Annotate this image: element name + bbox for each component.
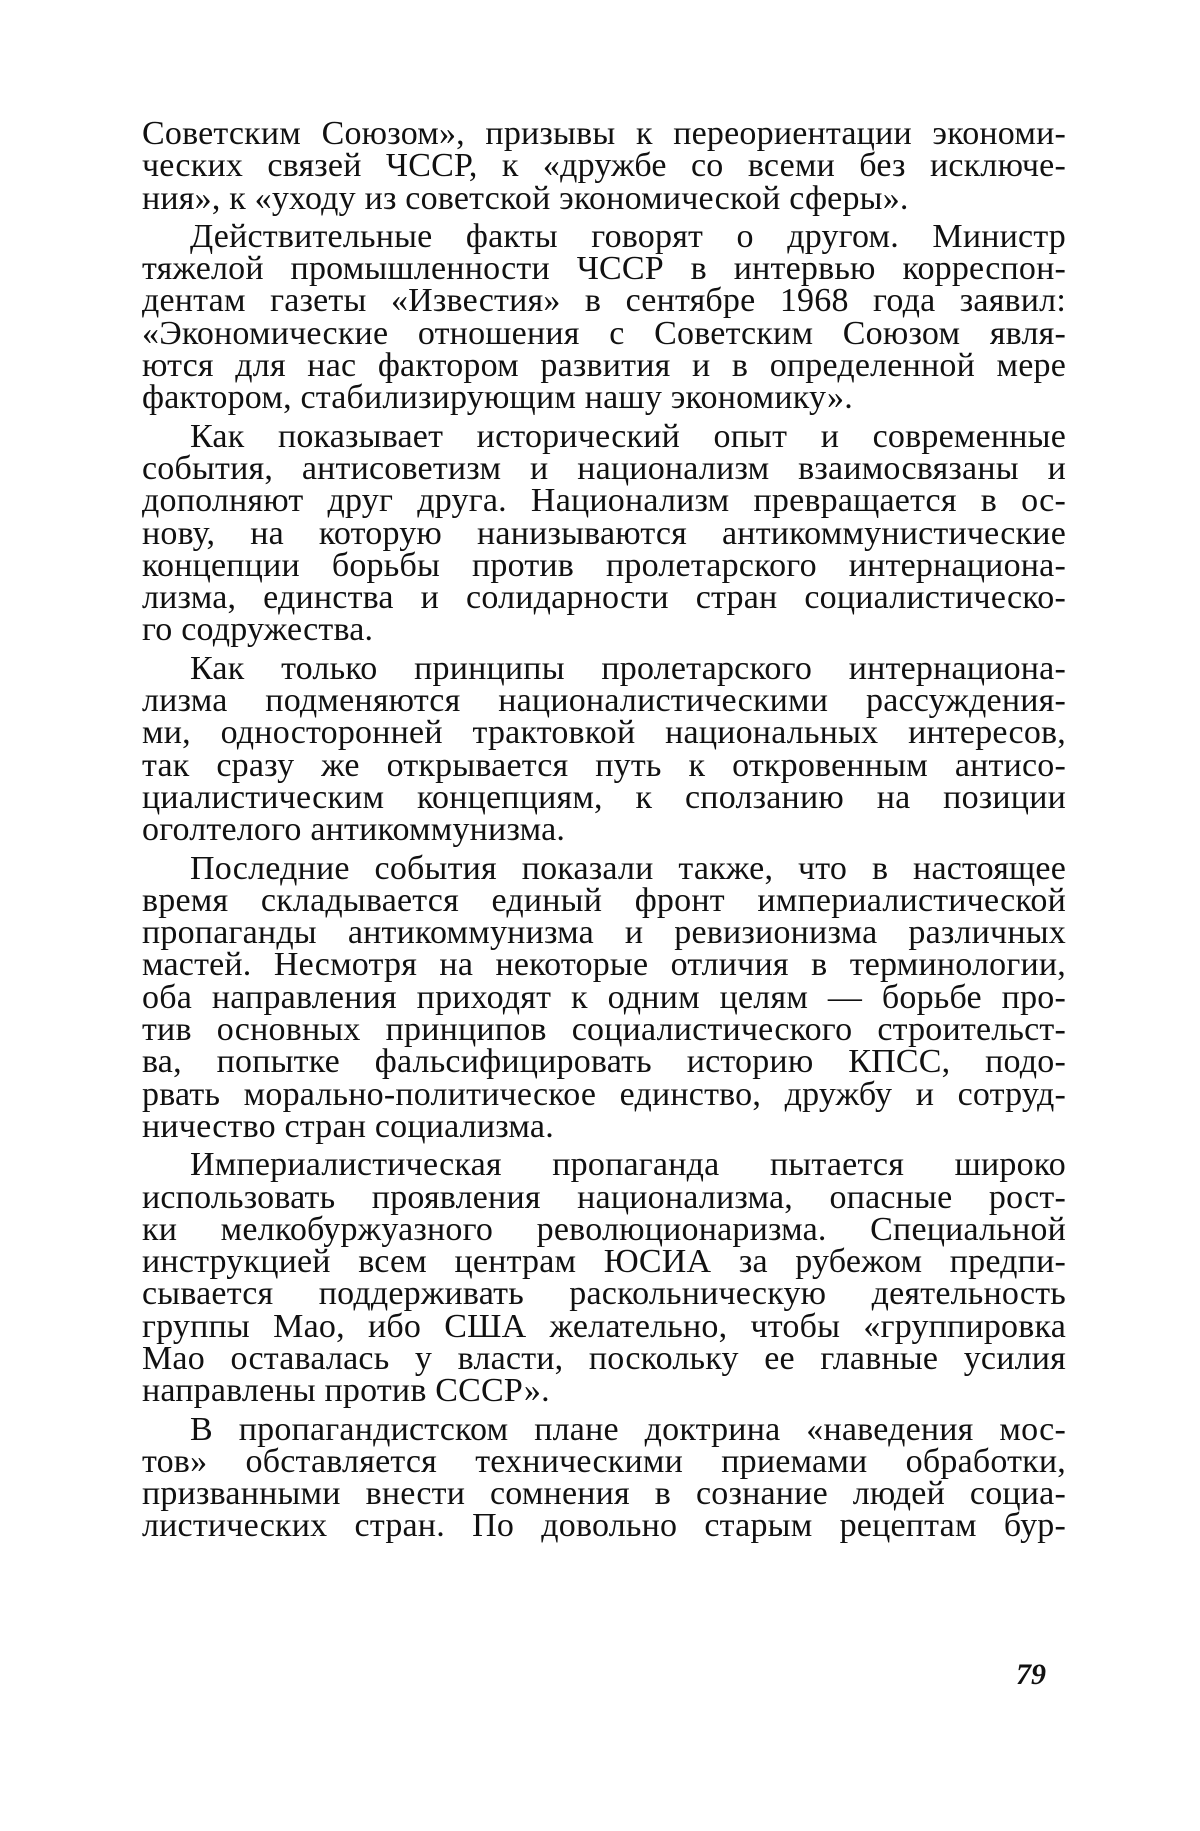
paragraph-7 bbox=[142, 1410, 1066, 1545]
text-line: события, антисоветизм и национализм взаимосвязаны и bbox=[142, 449, 1066, 487]
text-line: го содружества. bbox=[142, 611, 374, 649]
paragraph-4 bbox=[142, 649, 1066, 849]
paragraph-3 bbox=[142, 417, 1066, 649]
text-line: оба направления приходят к одним целям — борьбе про- bbox=[142, 978, 1066, 1016]
text-line: пропаганды антикоммунизма и ревизионизма различных bbox=[142, 914, 1066, 952]
text-line: ми, односторонней трактовкой национальных интересов, bbox=[142, 714, 1066, 752]
text-line: ки мелкобуржуазного революционаризма. Специальной bbox=[142, 1210, 1066, 1248]
text-line: листических стран. По довольно старым рецептам бур- bbox=[142, 1507, 1066, 1545]
text-line: инструкцией всем центрам ЮСИА за рубежом предпи- bbox=[142, 1243, 1066, 1281]
text-line: призванными внести сомнения в сознание людей социа- bbox=[142, 1475, 1066, 1513]
text-line: сывается поддерживать раскольническую деятельность bbox=[142, 1275, 1066, 1313]
text-line: Действительные факты говорят о другом. Министр bbox=[190, 217, 1066, 255]
page-number: 79 bbox=[1016, 1658, 1046, 1691]
text-line: оголтелого антикоммунизма. bbox=[142, 811, 566, 849]
text-line: мастей. Несмотря на некоторые отличия в терминологии, bbox=[142, 946, 1066, 984]
text-line: ческих связей ЧССР, к «дружбе со всеми без исключе- bbox=[142, 147, 1066, 185]
paragraph-6 bbox=[142, 1146, 1066, 1410]
text-line: «Экономические отношения с Советским Союзом явля- bbox=[142, 314, 1066, 352]
text-line: рвать морально-политическое единство, дружбу и сотруд- bbox=[142, 1075, 1066, 1113]
text-line: Мао оставалась у власти, поскольку ее главные усилия bbox=[142, 1339, 1066, 1377]
text-line: Советским Союзом», призывы к переориентации экономи- bbox=[142, 115, 1066, 152]
text-line: тов» обставляется техническими приемами обработки, bbox=[142, 1442, 1066, 1480]
text-line: ва, попытке фальсифицировать историю КПСС, подо- bbox=[142, 1043, 1066, 1081]
text-line: так сразу же открывается путь к откровенным антисо- bbox=[142, 746, 1066, 784]
text-line: ния», к «уходу из советской экономической сферы». bbox=[142, 179, 909, 217]
text-line: направлены против СССР». bbox=[142, 1372, 550, 1410]
text-line: Империалистическая пропаганда пытается широко bbox=[190, 1146, 1066, 1184]
text-line: фактором, стабилизирующим нашу экономику». bbox=[142, 379, 853, 417]
text-line: Как только принципы пролетарского интернациона- bbox=[190, 649, 1066, 687]
text-line: тив основных принципов социалистического строительст- bbox=[142, 1011, 1066, 1049]
text-line: дополняют друг друга. Национализм превращается в ос- bbox=[142, 482, 1066, 520]
text-line: ничество стран социализма. bbox=[142, 1107, 554, 1145]
paragraph-5 bbox=[142, 849, 1066, 1145]
text-line: использовать проявления национализма, опасные рост- bbox=[142, 1178, 1066, 1216]
text-line: концепции борьбы против пролетарского интернациона- bbox=[142, 546, 1066, 584]
text-line: Как показывает исторический опыт и современные bbox=[190, 417, 1066, 455]
paragraph-2 bbox=[142, 217, 1066, 417]
text-line: лизма подменяются националистическими рассуждения- bbox=[142, 682, 1066, 720]
text-line: нову, на которую нанизываются антикоммунистические bbox=[142, 514, 1066, 552]
page-body bbox=[142, 115, 1066, 1545]
text-line: дентам газеты «Известия» в сентябре 1968 года заявил: bbox=[142, 282, 1066, 320]
text-line: В пропагандистском плане доктрина «наведения мос- bbox=[190, 1410, 1066, 1448]
text-line: время складывается единый фронт империалистической bbox=[142, 881, 1066, 919]
text-line: группы Мао, ибо США желательно, чтобы «группировка bbox=[142, 1307, 1066, 1345]
text-line: тяжелой промышленности ЧССР в интервью корреспон- bbox=[142, 250, 1066, 288]
text-line: циалистическим концепциям, к сползанию на позиции bbox=[142, 778, 1066, 816]
paragraph-1 bbox=[142, 115, 1066, 217]
text-line: Последние события показали также, что в настоящее bbox=[190, 849, 1066, 887]
text-line: ются для нас фактором развития и в определенной мере bbox=[142, 347, 1066, 385]
text-line: лизма, единства и солидарности стран социалистическо- bbox=[142, 579, 1066, 617]
